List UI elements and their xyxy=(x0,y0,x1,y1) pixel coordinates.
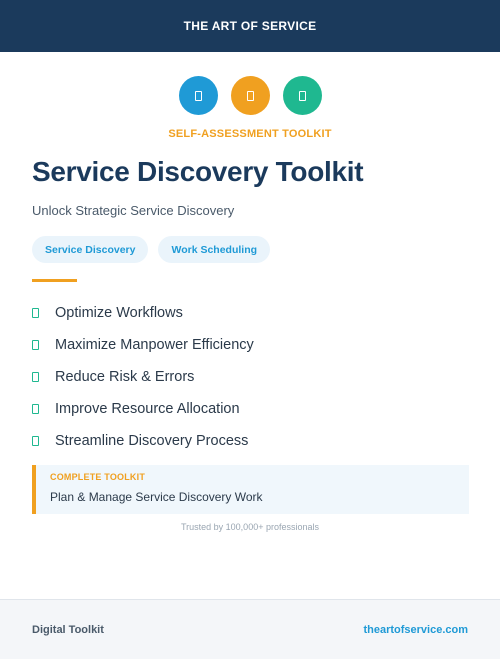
document-icon xyxy=(247,91,254,101)
feature-label: Improve Resource Allocation xyxy=(55,401,240,417)
document-icon xyxy=(195,91,202,101)
toolkit-icon-green xyxy=(283,76,322,115)
feature-item xyxy=(32,361,254,393)
callout-text: Plan & Manage Service Discovery Work xyxy=(50,490,263,504)
toolkit-icon-blue xyxy=(179,76,218,115)
feature-label: Streamline Discovery Process xyxy=(55,433,249,449)
page-subtitle: Unlock Strategic Service Discovery xyxy=(32,203,235,218)
feature-item xyxy=(32,297,254,329)
toolkit-callout xyxy=(32,465,469,514)
check-icon xyxy=(32,436,39,446)
icon-row xyxy=(0,76,500,115)
page-title: Service Discovery Toolkit xyxy=(32,156,364,187)
trusted-note: Trusted by 100,000+ professionals xyxy=(180,522,319,532)
check-icon xyxy=(32,372,39,382)
footer-website-link[interactable]: theartofservice.com xyxy=(363,623,468,636)
check-icon xyxy=(32,308,39,318)
brand-name: THE ART OF SERVICE xyxy=(183,19,317,33)
footer-bar xyxy=(0,599,500,659)
feature-item xyxy=(32,393,254,425)
document-icon xyxy=(299,91,306,101)
tag-work-scheduling[interactable]: Work Scheduling xyxy=(158,236,270,263)
feature-label: Optimize Workflows xyxy=(55,305,183,321)
accent-divider xyxy=(32,279,77,282)
check-icon xyxy=(32,404,39,414)
tag-list xyxy=(32,236,270,263)
check-icon xyxy=(32,340,39,350)
feature-list xyxy=(32,297,254,457)
toolkit-icon-orange xyxy=(231,76,270,115)
footer-label: Digital Toolkit xyxy=(32,623,104,636)
header-bar xyxy=(0,0,500,52)
feature-item xyxy=(32,329,254,361)
callout-label: COMPLETE TOOLKIT xyxy=(50,472,146,482)
feature-item xyxy=(32,425,254,457)
feature-label: Reduce Risk & Errors xyxy=(55,369,195,385)
tag-service-discovery[interactable]: Service Discovery xyxy=(32,236,148,263)
eyebrow-label: SELF-ASSESSMENT TOOLKIT xyxy=(168,128,332,140)
feature-label: Maximize Manpower Efficiency xyxy=(55,337,254,353)
